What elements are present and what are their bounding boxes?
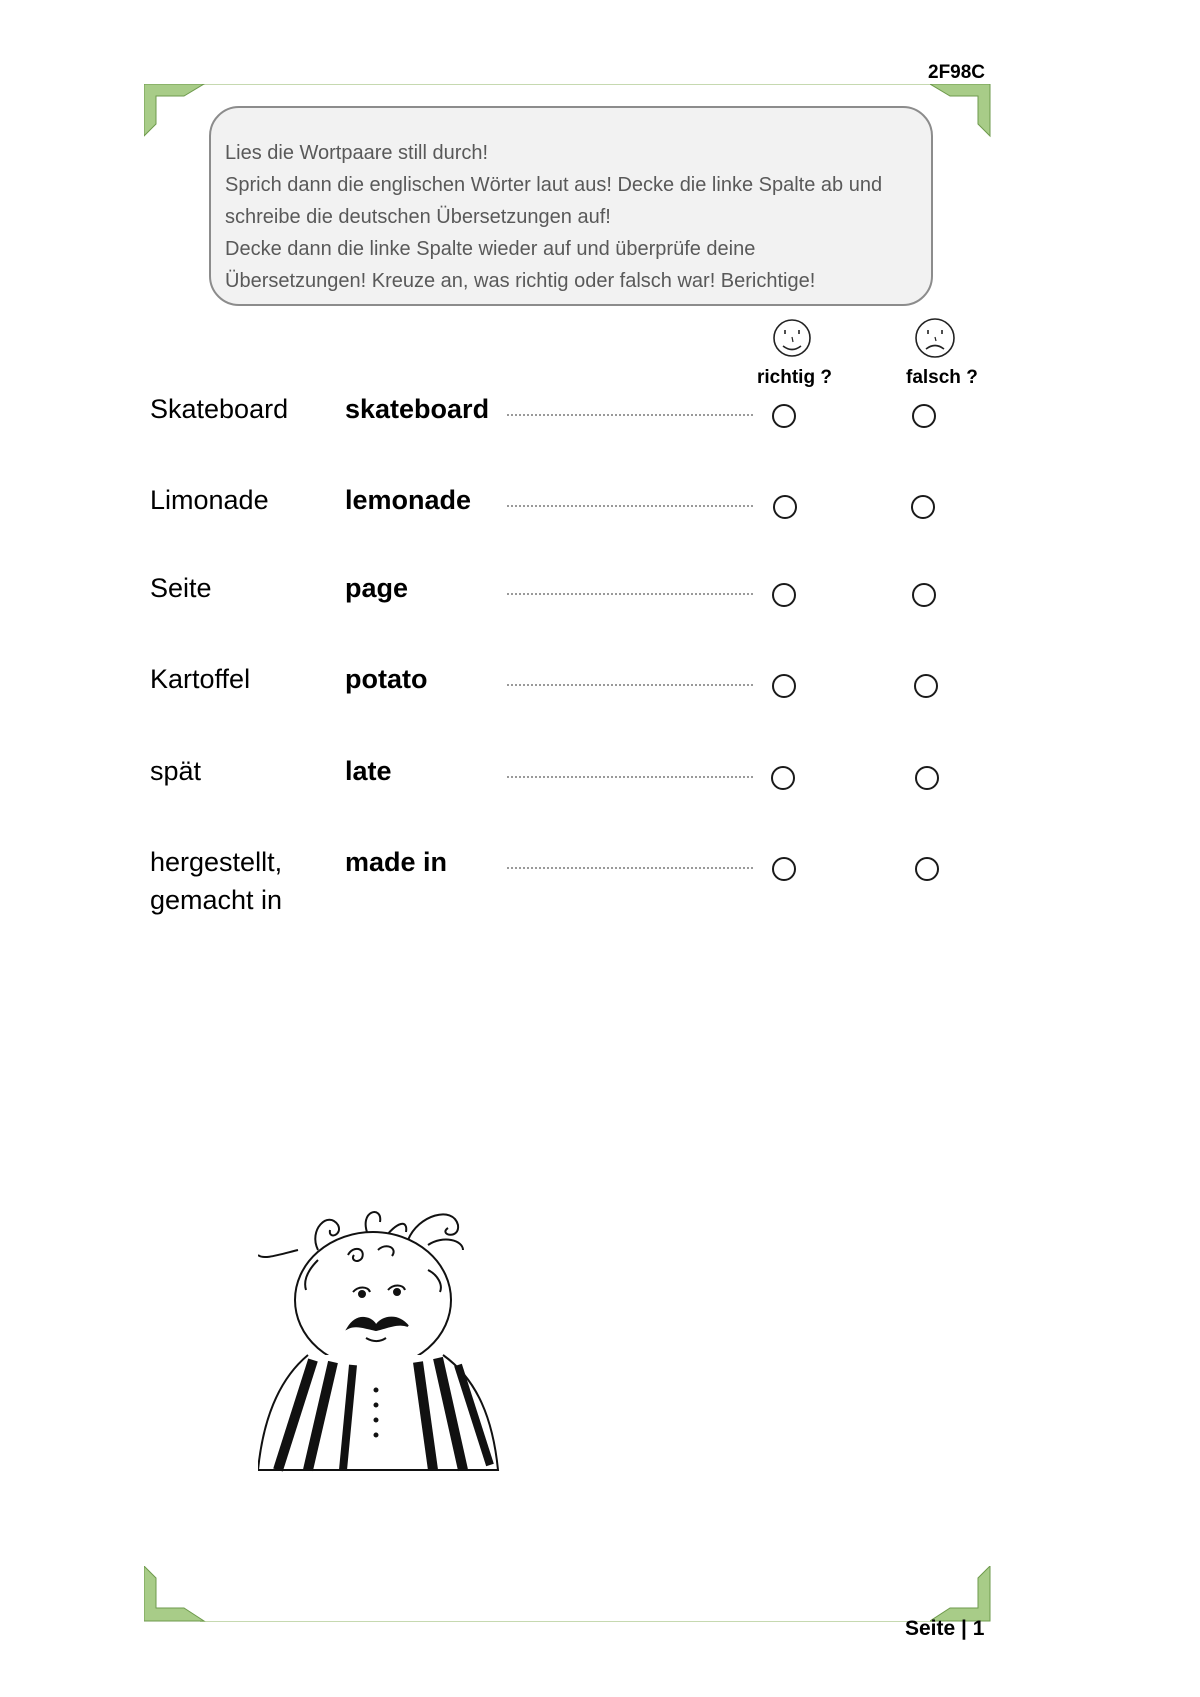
correct-radio[interactable] — [773, 495, 797, 519]
german-word-line: hergestellt, — [150, 847, 283, 877]
correct-radio[interactable] — [772, 404, 796, 428]
answer-line[interactable] — [507, 684, 753, 686]
sad-face-icon — [914, 317, 956, 359]
corner-ornament-top-right — [930, 84, 992, 138]
english-word: made in — [345, 847, 448, 877]
instruction-line: schreibe die deutschen Übersetzungen auf! — [225, 206, 611, 228]
german-word: Seite — [150, 573, 212, 603]
english-word: skateboard — [345, 394, 490, 424]
german-word: Kartoffel — [150, 664, 251, 694]
german-word: spät — [150, 756, 202, 786]
instruction-line: Sprich dann die englischen Wörter laut aus! Decke die linke Spalte ab und — [225, 174, 883, 196]
column-header-wrong: falsch ? — [906, 367, 978, 388]
answer-line[interactable] — [507, 867, 753, 869]
potato-man-illustration — [258, 1200, 538, 1480]
wrong-radio[interactable] — [912, 404, 936, 428]
english-word: late — [345, 756, 392, 786]
wrong-radio[interactable] — [915, 857, 939, 881]
answer-line[interactable] — [507, 776, 753, 778]
german-word-line: gemacht in — [150, 885, 283, 915]
happy-face-icon — [772, 317, 812, 359]
wrong-radio[interactable] — [914, 674, 938, 698]
wrong-radio[interactable] — [915, 766, 939, 790]
german-word: Limonade — [150, 485, 269, 515]
wrong-radio[interactable] — [912, 583, 936, 607]
page-number: Seite | 1 — [905, 1617, 985, 1640]
instruction-line: Decke dann die linke Spalte wieder auf und überprüfe deine — [225, 238, 756, 260]
corner-ornament-bottom-right — [930, 1566, 992, 1622]
english-word: lemonade — [345, 485, 472, 515]
english-word: page — [345, 573, 409, 603]
english-word: potato — [345, 664, 428, 694]
corner-ornament-bottom-left — [144, 1566, 206, 1622]
german-word — [150, 843, 282, 919]
correct-radio[interactable] — [772, 857, 796, 881]
german-word: Skateboard — [150, 394, 289, 424]
answer-line[interactable] — [507, 593, 753, 595]
wrong-radio[interactable] — [911, 495, 935, 519]
corner-ornament-top-left — [144, 84, 206, 138]
frame-top-line — [190, 84, 936, 85]
column-header-correct: richtig ? — [757, 367, 832, 388]
correct-radio[interactable] — [771, 766, 795, 790]
answer-line[interactable] — [507, 505, 753, 507]
instruction-line: Übersetzungen! Kreuze an, was richtig oder falsch war! Berichtige! — [225, 270, 816, 292]
instruction-box — [209, 106, 933, 306]
correct-radio[interactable] — [772, 583, 796, 607]
frame-bottom-line — [200, 1621, 936, 1622]
correct-radio[interactable] — [772, 674, 796, 698]
answer-line[interactable] — [507, 414, 753, 416]
document-code: 2F98C — [928, 62, 986, 83]
instruction-line: Lies die Wortpaare still durch! — [225, 142, 489, 164]
